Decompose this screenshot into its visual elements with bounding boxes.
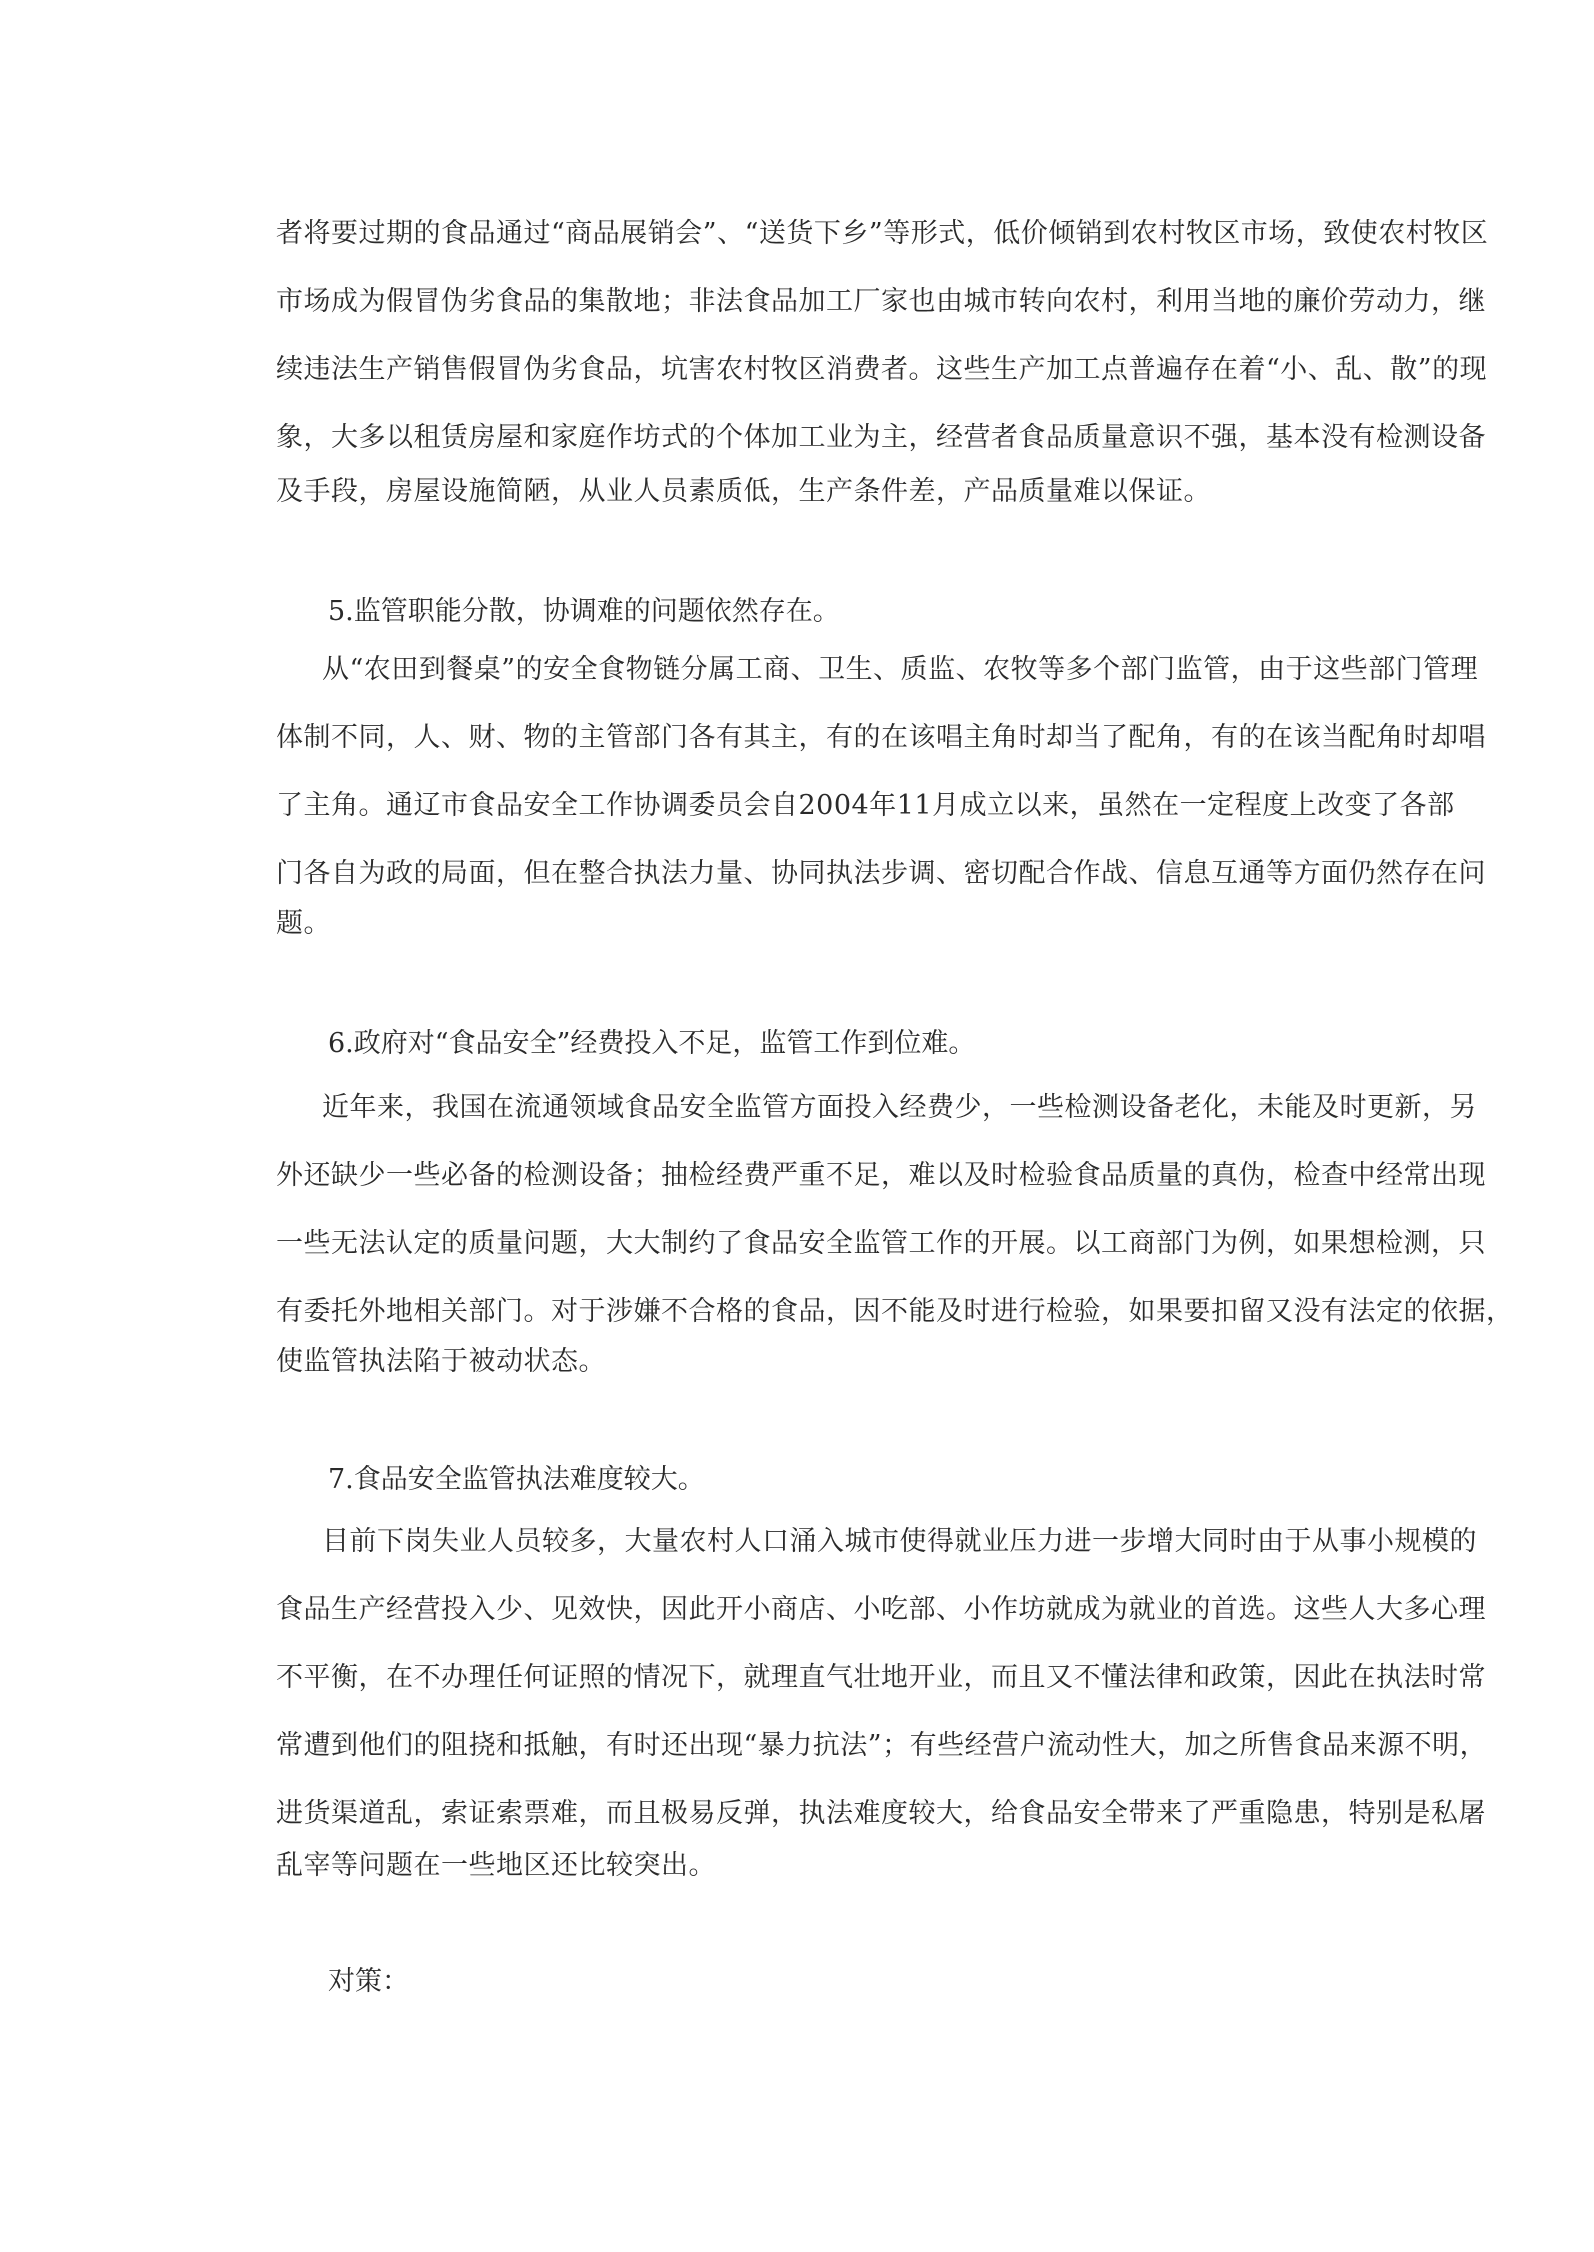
paragraph-5-line-5: 题。 bbox=[276, 908, 331, 939]
paragraph-6-line-5: 使监管执法陷于被动状态。 bbox=[276, 1346, 606, 1377]
section-heading-7: 7.食品安全监管执法难度较大。 bbox=[328, 1464, 705, 1495]
section-heading-5: 5.监管职能分散，协调难的问题依然存在。 bbox=[328, 596, 840, 627]
paragraph-7-line-2: 食品生产经营投入少、见效快，因此开小商店、小吃部、小作坊就成为就业的首选。这些人大多心理 bbox=[276, 1594, 1486, 1625]
paragraph-1-line-3: 续违法生产销售假冒伪劣食品，坑害农村牧区消费者。这些生产加工点普遍存在着“小、乱、散”的现 bbox=[276, 354, 1488, 385]
paragraph-7-line-5: 进货渠道乱，索证索票难，而且极易反弹，执法难度较大，给食品安全带来了严重隐患，特别是私屠 bbox=[276, 1798, 1486, 1829]
paragraph-5-line-3: 了主角。通辽市食品安全工作协调委员会自2004年11月成立以来，虽然在一定程度上改变了各部 bbox=[276, 790, 1455, 821]
paragraph-6-line-4: 有委托外地相关部门。对于涉嫌不合格的食品，因不能及时进行检验，如果要扣留又没有法定的依据， bbox=[276, 1296, 1514, 1327]
paragraph-5-line-4: 门各自为政的局面，但在整合执法力量、协同执法步调、密切配合作战、信息互通等方面仍然存在问 bbox=[276, 858, 1486, 889]
paragraph-7-line-6: 乱宰等问题在一些地区还比较突出。 bbox=[276, 1850, 716, 1881]
paragraph-1-line-2: 市场成为假冒伪劣食品的集散地；非法食品加工厂家也由城市转向农村，利用当地的廉价劳动力，继 bbox=[276, 286, 1486, 317]
paragraph-6-line-3: 一些无法认定的质量问题，大大制约了食品安全监管工作的开展。以工商部门为例，如果想检测，只 bbox=[276, 1228, 1486, 1259]
paragraph-6-line-2: 外还缺少一些必备的检测设备；抽检经费严重不足，难以及时检验食品质量的真伪，检查中经常出现 bbox=[276, 1160, 1486, 1191]
paragraph-7-line-1: 目前下岗失业人员较多，大量农村人口涌入城市使得就业压力进一步增大同时由于从事小规模的 bbox=[322, 1526, 1477, 1557]
paragraph-5-line-1: 从“农田到餐桌”的安全食物链分属工商、卫生、质监、农牧等多个部门监管，由于这些部门管理 bbox=[322, 654, 1479, 685]
section-heading-6: 6.政府对“食品安全”经费投入不足，监管工作到位难。 bbox=[328, 1028, 976, 1059]
paragraph-7-line-4: 常遭到他们的阻挠和抵触，有时还出现“暴力抗法”；有些经营户流动性大，加之所售食品来源不明， bbox=[276, 1730, 1488, 1761]
paragraph-1-line-5: 及手段，房屋设施简陋，从业人员素质低，生产条件差，产品质量难以保证。 bbox=[276, 476, 1211, 507]
paragraph-5-line-2: 体制不同，人、财、物的主管部门各有其主，有的在该唱主角时却当了配角，有的在该当配角时却唱 bbox=[276, 722, 1486, 753]
paragraph-7-line-3: 不平衡，在不办理任何证照的情况下，就理直气壮地开业，而且又不懂法律和政策，因此在执法时常 bbox=[276, 1662, 1486, 1693]
countermeasures-heading: 对策： bbox=[328, 1966, 409, 1997]
paragraph-6-line-1: 近年来，我国在流通领域食品安全监管方面投入经费少，一些检测设备老化，未能及时更新，另 bbox=[322, 1092, 1477, 1123]
paragraph-1-line-1: 者将要过期的食品通过“商品展销会”、“送货下乡”等形式，低价倾销到农村牧区市场，致使农村牧区 bbox=[276, 218, 1489, 249]
paragraph-1-line-4: 象，大多以租赁房屋和家庭作坊式的个体加工业为主，经营者食品质量意识不强，基本没有检测设备 bbox=[276, 422, 1486, 453]
